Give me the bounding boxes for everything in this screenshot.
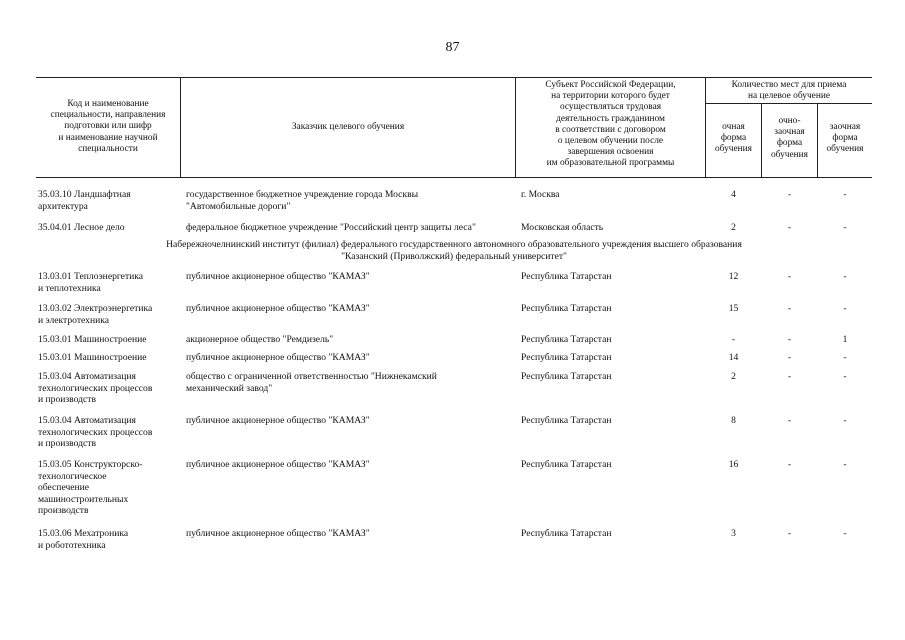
row-fulltime: 16 [728, 459, 739, 470]
row-correspondence: - [843, 271, 847, 282]
row-customer: публичное акционерное общество "КАМАЗ" [186, 415, 370, 426]
row-mixed: - [787, 303, 792, 314]
row-correspondence: - [843, 222, 847, 233]
row-mixed: - [787, 371, 792, 382]
header-code: Код и наименование специальности, направления подготовки или шифр и наименование научной специальности [50, 99, 166, 154]
header-fulltime: очная форма обучения [714, 122, 752, 155]
row-region: Республика Татарстан [521, 352, 612, 363]
row-customer: публичное акционерное общество "КАМАЗ" [186, 459, 370, 470]
section-title: Набережночелнинский институт (филиал) федерального государственного автономного образовательного учреждения высшего образования "Казанский (Приволжский) федеральный университет" [166, 239, 742, 262]
row-fulltime: 14 [728, 352, 739, 363]
row-customer: публичное акционерное общество "КАМАЗ" [186, 271, 370, 282]
row-mixed: - [787, 189, 792, 200]
row-correspondence: - [843, 189, 847, 200]
row-fulltime: 12 [728, 271, 739, 282]
row-code: 13.03.01 Теплоэнергетика и теплотехника [38, 271, 144, 294]
row-mixed: - [787, 528, 792, 539]
row-fulltime: 15 [728, 303, 739, 314]
row-region: Республика Татарстан [521, 371, 612, 382]
row-fulltime: 2 [731, 222, 736, 233]
row-code: 15.03.01 Машиностроение [38, 334, 147, 345]
row-customer: федеральное бюджетное учреждение "Российский центр защиты леса" [186, 222, 476, 233]
row-correspondence: - [843, 528, 847, 539]
row-code: 15.03.01 Машиностроение [38, 352, 147, 363]
row-customer: акционерное общество "Ремдизель" [186, 334, 334, 345]
row-customer: государственное бюджетное учреждение города Москвы "Автомобильные дороги" [186, 189, 419, 212]
row-code: 15.03.06 Мехатроника и робототехника [38, 528, 129, 551]
places-divider-rule [705, 103, 872, 104]
row-correspondence: - [843, 352, 847, 363]
row-mixed: - [787, 415, 792, 426]
row-region: г. Москва [521, 189, 560, 200]
row-code: 13.03.02 Электроэнергетика и электротехника [38, 303, 153, 326]
row-code: 35.03.10 Ландшафтная архитектура [38, 189, 131, 212]
row-code: 15.03.04 Автоматизация технологических процессов и производств [38, 415, 153, 449]
row-mixed: - [787, 334, 792, 345]
row-fulltime: 4 [731, 189, 736, 200]
row-fulltime: - [731, 334, 736, 345]
row-mixed: - [787, 352, 792, 363]
header-top-rule [36, 77, 872, 78]
row-customer: публичное акционерное общество "КАМАЗ" [186, 303, 370, 314]
row-code: 15.03.05 Конструкторско- технологическое обеспечение машиностроительных производств [38, 459, 143, 516]
header-customer: Заказчик целевого обучения [291, 122, 405, 132]
row-region: Республика Татарстан [521, 334, 612, 345]
row-fulltime: 3 [731, 528, 736, 539]
row-customer: общество с ограниченной ответственностью "Нижнекамский механический завод" [186, 371, 437, 394]
row-correspondence: - [843, 415, 847, 426]
row-region: Московская область [521, 222, 604, 233]
header-bottom-rule [36, 177, 872, 178]
row-correspondence: 1 [842, 334, 848, 345]
row-region: Республика Татарстан [521, 528, 612, 539]
row-fulltime: 8 [731, 415, 736, 426]
row-region: Республика Татарстан [521, 303, 612, 314]
row-region: Республика Татарстан [521, 459, 612, 470]
header-subject: Субъект Российской Федерации, на территории которого будет осуществляться трудовая деятельность гражданином в соответствии с договором о целевом обучении после завершения освоения им образовательной программы [545, 80, 676, 169]
row-mixed: - [787, 271, 792, 282]
row-region: Республика Татарстан [521, 271, 612, 282]
page-number: 87 [445, 40, 460, 55]
row-correspondence: - [843, 371, 847, 382]
row-code: 15.03.04 Автоматизация технологических процессов и производств [38, 371, 153, 405]
row-correspondence: - [843, 303, 847, 314]
row-region: Республика Татарстан [521, 415, 612, 426]
row-fulltime: 2 [731, 371, 736, 382]
row-customer: публичное акционерное общество "КАМАЗ" [186, 528, 370, 539]
header-mixed: очно- заочная форма обучения [770, 116, 808, 160]
header-correspondence: заочная форма обучения [826, 122, 864, 155]
row-mixed: - [787, 222, 792, 233]
row-correspondence: - [843, 459, 847, 470]
header-places: Количество мест для приема на целевое обучение [731, 80, 847, 102]
row-customer: публичное акционерное общество "КАМАЗ" [186, 352, 370, 363]
row-code: 35.04.01 Лесное дело [38, 222, 125, 233]
row-mixed: - [787, 459, 792, 470]
